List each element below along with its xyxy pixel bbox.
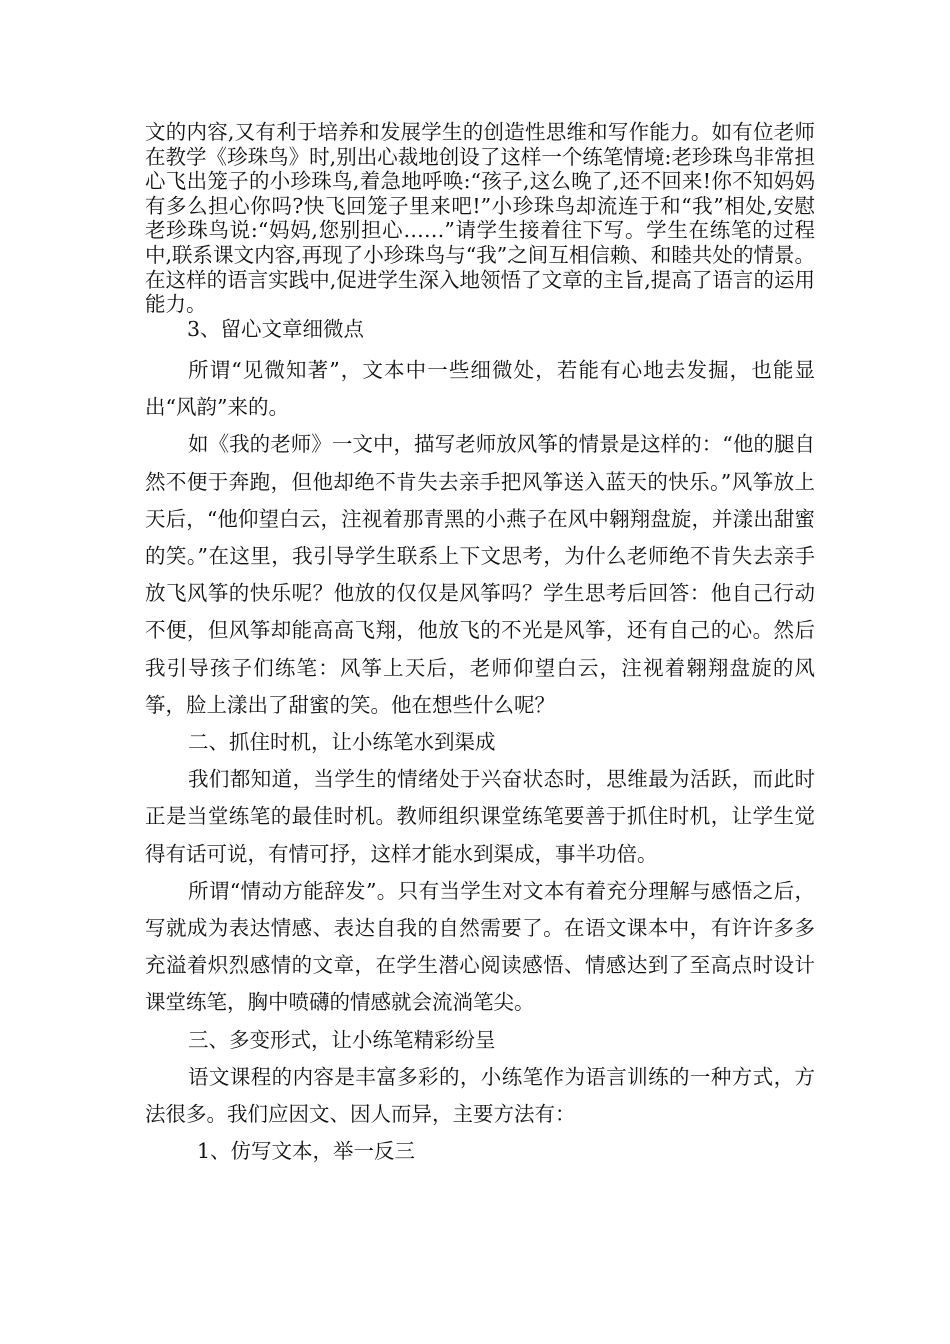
subheading-attend-details: 3、留心文章细微点 [187, 316, 365, 341]
paragraph-methods: 语文课程的内容是丰富多彩的，小练笔作为语言训练的一种方式，方法很多。我们应因文、因人而异，主要方法有： [145, 1064, 815, 1127]
paragraph-best-timing: 我们都知道，当学生的情绪处于兴奋状态时，思维最为活跃，而此时正是当堂练笔的最佳时机。教师组织课堂练笔要善于抓住时机，让学生觉得有话可说，有情可抒，这样才能水到渠成，事半功倍。 [145, 767, 815, 866]
heading-varied-forms: 三、多变形式，让小练笔精彩纷呈 [188, 1027, 496, 1052]
heading-imitate-text: 1、仿写文本，举一反三 [197, 1139, 416, 1164]
paragraph-continuation: 文的内容,又有利于培养和发展学生的创造性思维和写作能力。如有位老师在教学《珍珠鸟》时,别出心裁地创设了这样一个练笔情境:老珍珠鸟非常担心飞出笼子的小珍珠鸟,着急地呼唤:“孩子,这么晚了,还不回来!你不知妈妈有多么担心你吗?快飞回笼子里来吧!”小珍珠鸟却流连于和“我”相处,安慰老珍珠鸟说:“妈妈,您别担心……”请学生接着往下写。学生在练笔的过程中,联系课文内容,再现了小珍珠鸟与“我”之间互相信赖、和睦共处的情景。在这样的语言实践中,促进学生深入地领悟了文章的主旨,提高了语言的运用能力。 [145, 120, 815, 317]
paragraph-my-teacher: 如《我的老师》一文中，描写老师放风筝的情景是这样的：“他的腿自然不便于奔跑，但他却绝不肯失去亲手把风筝送入蓝天的快乐。”风筝放上天后，“他仰望白云，注视着那青黑的小燕子在风中翱翔盘旋，并漾出甜蜜的笑。”在这里，我引导学生联系上下文思考，为什么老师绝不肯失去亲手放飞风筝的快乐呢？他放的仅仅是风筝吗？学生思考后回答：他自己行动不便，但风筝却能高高飞翔，他放飞的不光是风筝，还有自己的心。然后我引导孩子们练笔：风筝上天后，老师仰望白云，注视着翱翔盘旋的风筝，脸上漾出了甜蜜的笑。他在想些什么呢？ [145, 432, 815, 717]
heading-seize-timing: 二、抓住时机，让小练笔水到渠成 [188, 730, 496, 755]
body-text-block [145, 352, 815, 1170]
dense-text-block [145, 120, 815, 341]
paragraph-jianwei: 所谓“见微知著”，文本中一些细微处，若能有心地去发掘，也能显出“风韵”来的。 [145, 358, 815, 420]
paragraph-emotion: 所谓“情动方能辞发”。只有当学生对文本有着充分理解与感悟之后，写就成为表达情感、表达自我的自然需要了。在语文课本中，有许许多多充溢着炽烈感情的文章，在学生潜心阅读感悟、情感达到了至高点时设计课堂练笔，胸中喷礴的情感就会流淌笔尖。 [145, 878, 815, 1015]
